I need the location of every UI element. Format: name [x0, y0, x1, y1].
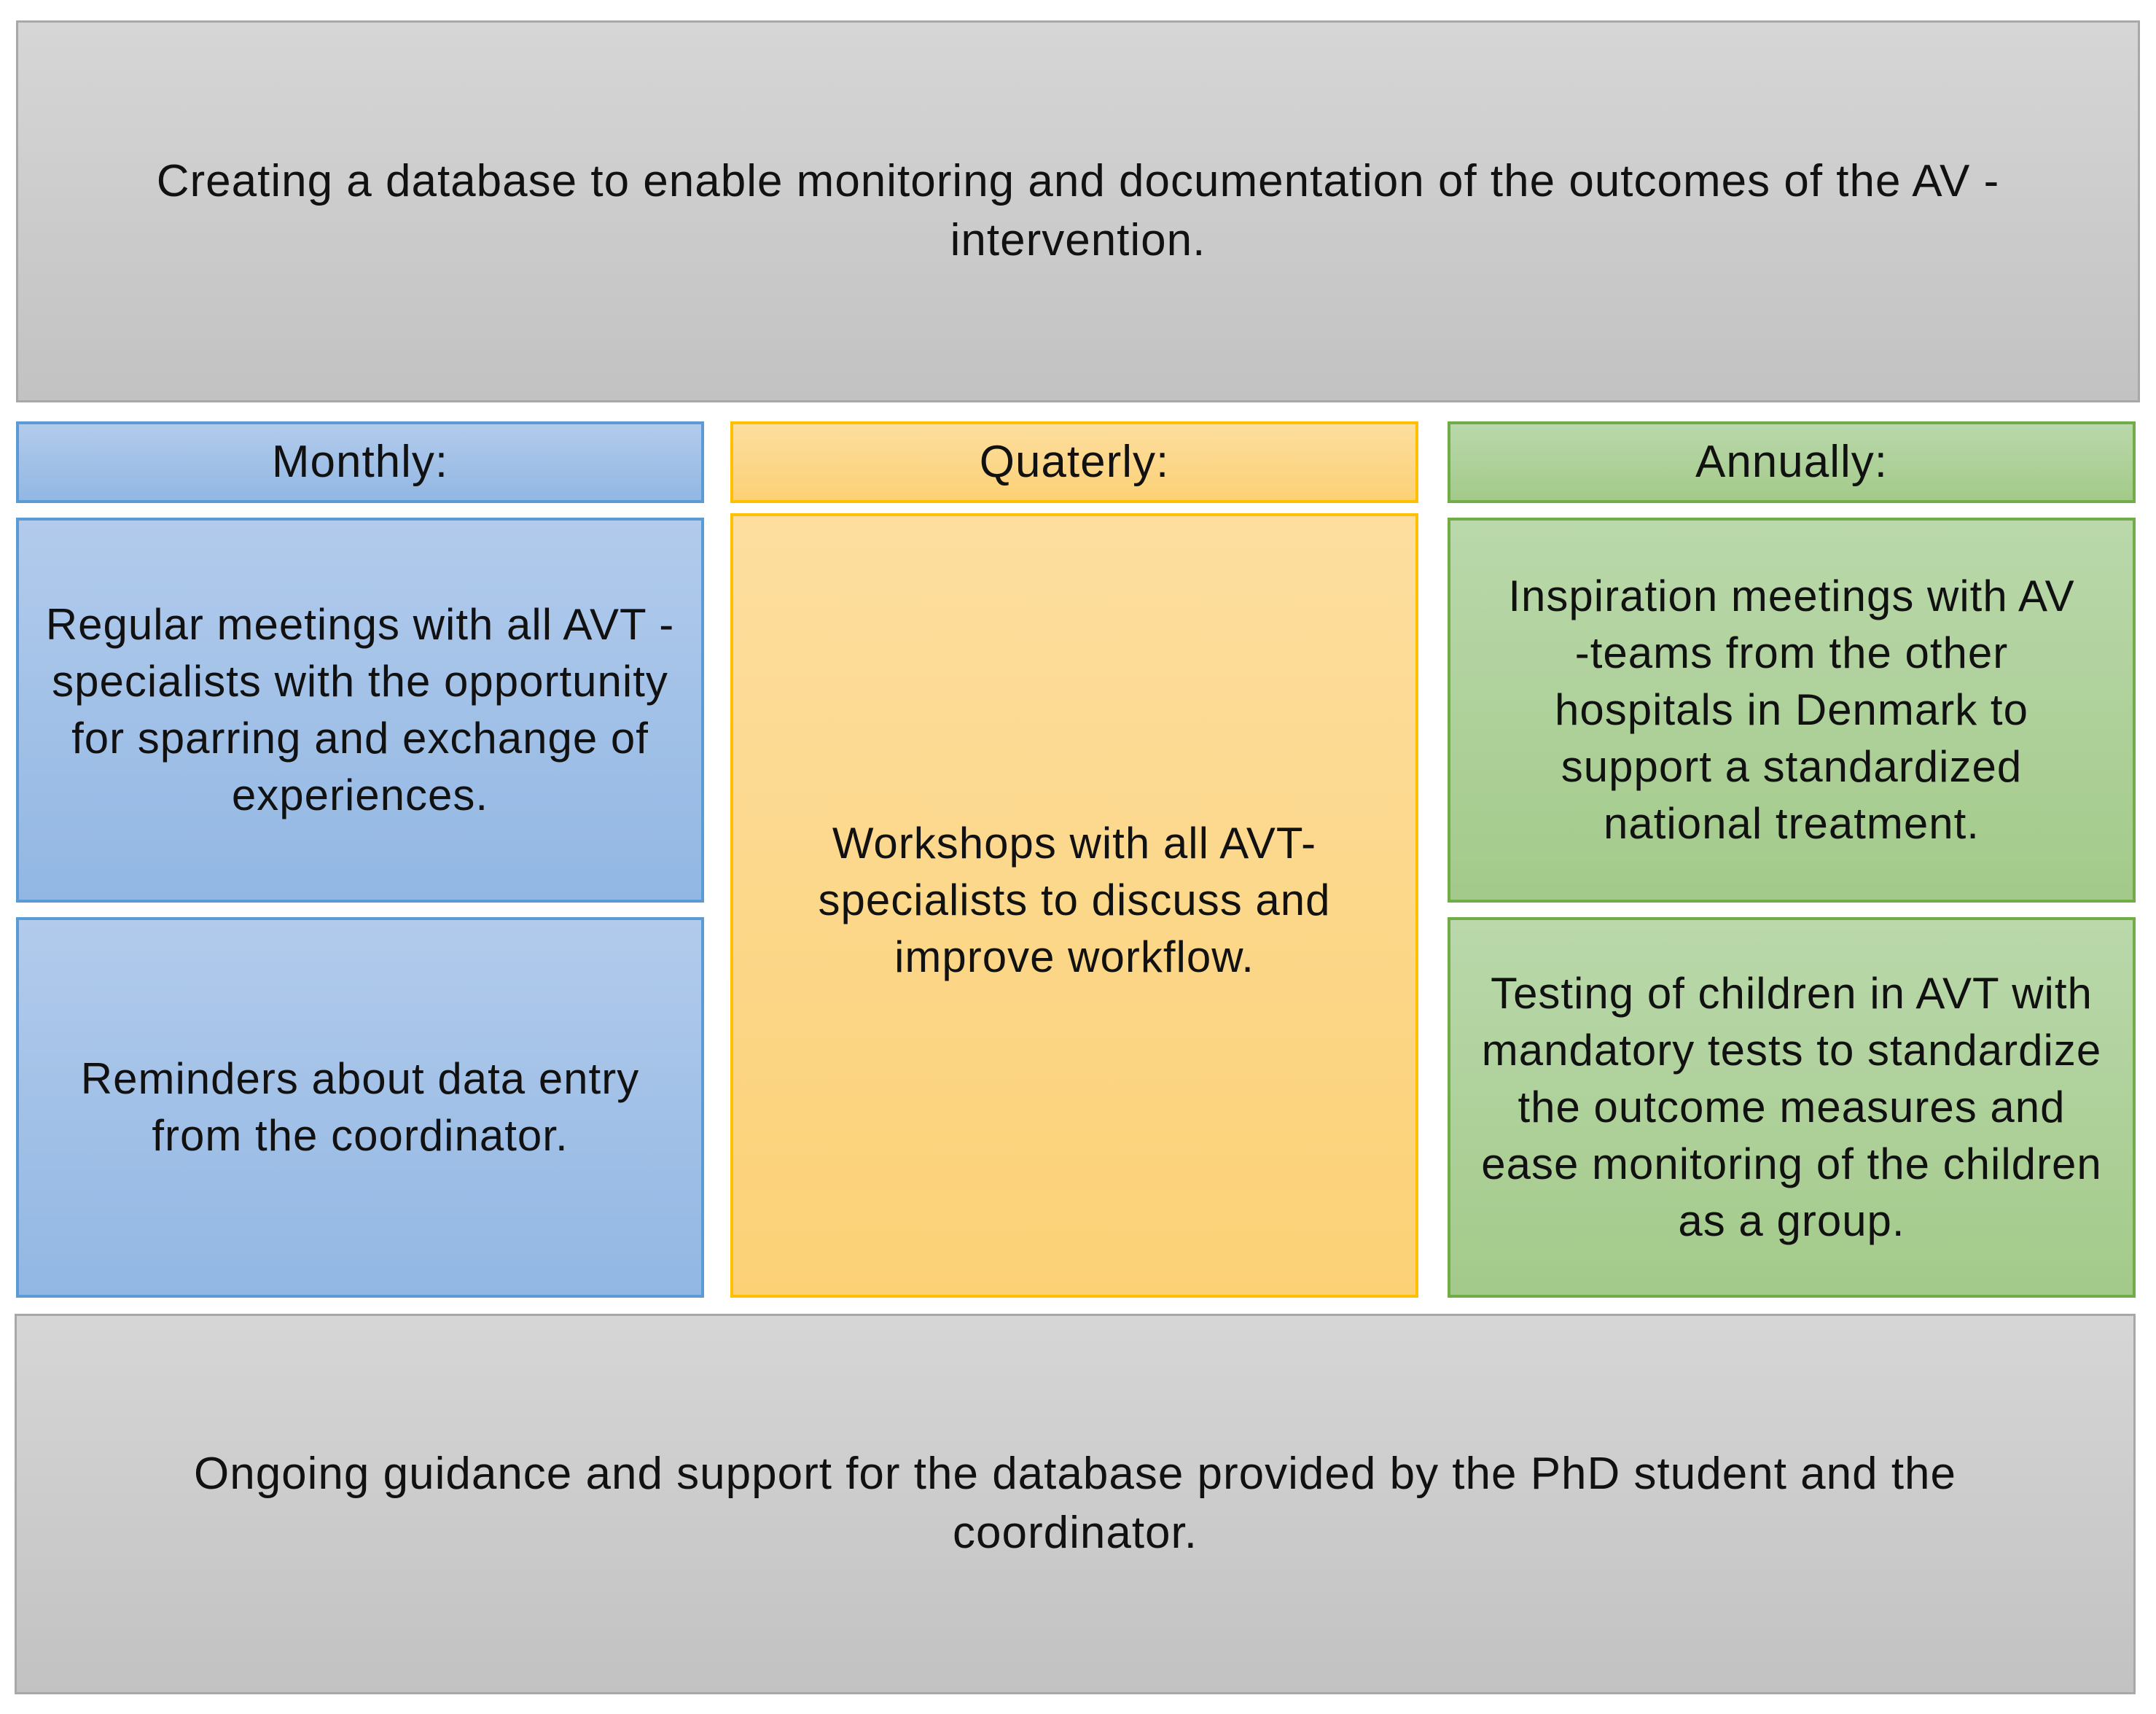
- monthly-item-reminders-text: Reminders about data entry from the coordinator.: [80, 1054, 640, 1160]
- annually-item-testing-text: Testing of children in AVT with mandatory tests to standardize the outcome measures and ease monitoring of the children as a group.: [1481, 969, 2102, 1245]
- monthly-header: [16, 421, 704, 503]
- bottom-support-box: [15, 1314, 2136, 1694]
- annually-item-testing: [1448, 917, 2136, 1298]
- monthly-item-meetings: [16, 518, 704, 903]
- annually-header: [1448, 421, 2136, 503]
- monthly-item-meetings-text: Regular meetings with all AVT -specialists with the opportunity for sparring and exchange of experiences.: [45, 600, 675, 819]
- quarterly-header-label: Quaterly:: [979, 436, 1170, 487]
- annually-header-label: Annually:: [1695, 436, 1889, 487]
- top-goal-text: Creating a database to enable monitoring and documentation of the outcomes of the AV -intervention.: [156, 156, 2000, 265]
- top-goal-box: [16, 20, 2140, 402]
- annually-item-inspiration: [1448, 518, 2136, 903]
- monthly-item-reminders: [16, 917, 704, 1298]
- quarterly-header: [730, 421, 1418, 503]
- bottom-support-text: Ongoing guidance and support for the database provided by the PhD student and the coordinator.: [193, 1449, 1957, 1558]
- quarterly-item-workshops-text: Workshops with all AVT-specialists to discuss and improve workflow.: [818, 819, 1331, 981]
- quarterly-item-workshops: [730, 513, 1418, 1298]
- monthly-header-label: Monthly:: [271, 436, 449, 487]
- annually-item-inspiration-text: Inspiration meetings with AV -teams from the other hospitals in Denmark to support a standardized national treatment.: [1508, 572, 2075, 848]
